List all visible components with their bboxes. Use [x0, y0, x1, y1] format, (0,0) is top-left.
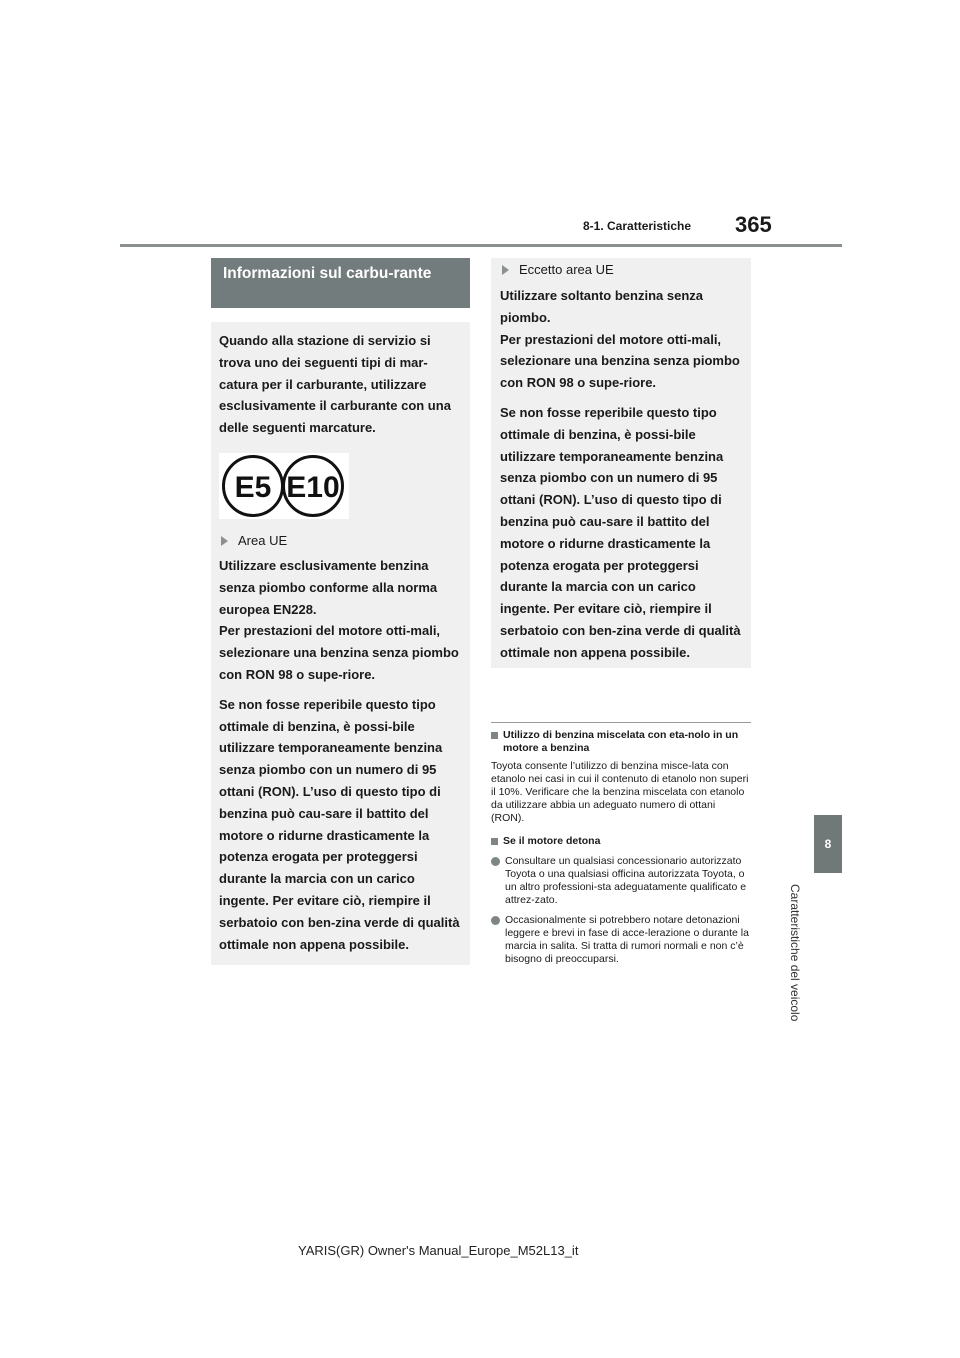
non-eu-box	[491, 258, 751, 668]
header-rule	[120, 244, 842, 247]
fuel-marking-logos	[219, 453, 349, 519]
note-heading-knock-text: Se il motore detona	[503, 835, 601, 847]
non-eu-label: Eccetto area UE	[519, 262, 614, 277]
note-heading-ethanol	[491, 729, 751, 755]
chapter-tab: 8	[814, 815, 842, 873]
note-text-ethanol: Toyota consente l’utilizzo di benzina misce-lata con etanolo nei casi in cui il contenuto di etanolo non superi il 10%. Verificare che la benzina miscelata con etanolo da utilizzare abbia un adeguato numero di ottani (RON).	[491, 760, 749, 824]
circle-bullet-icon	[491, 916, 500, 925]
intro-text: Quando alla stazione di servizio si trova uno dei seguenti tipi di mar-catura per il carburante, utilizzare esclusivamente il carburante con una delle seguenti marcature.	[219, 333, 451, 436]
fuel-info-box	[211, 322, 470, 965]
chapter-title-text: Caratteristiche del veicolo	[788, 884, 802, 1022]
circle-bullet-icon	[491, 857, 500, 866]
notes-section	[491, 722, 751, 966]
area-ue-label: Area UE	[238, 532, 288, 548]
area-ue-bullet	[219, 531, 462, 551]
e10-logo-text: E10	[286, 470, 340, 504]
right-para-2: Per prestazioni del motore otti-mali, selezionare una benzina senza piombo con RON 98 o supe-riore.	[500, 331, 740, 391]
triangle-bullet-icon	[502, 265, 509, 275]
right-para-1: Utilizzare soltanto benzina senza piombo.	[500, 288, 703, 325]
e5-logo-text: E5	[234, 470, 272, 504]
page-number: 365	[735, 212, 772, 237]
left-para-3: Se non fosse reperibile questo tipo ottimale di benzina, è possi-bile utilizzare temporaneamente benzina senza piombo con un numero di 95 ottani (RON). L’uso di questo tipo di benzina può cau-sare il battito del motore o ridurne drasticamente la potenza erogata per proteggersi durante la marcia con un carico ingente. Per evitare ciò, riempire il serbatoio con ben-zina verde di qualità ottimale non appena possibile.	[219, 696, 460, 952]
right-column	[491, 258, 751, 668]
right-para-3: Se non fosse reperibile questo tipo ottimale di benzina, è possi-bile utilizzare temporaneamente benzina senza piombo con un numero di 95 ottani (RON). L’uso di questo tipo di benzina può cau-sare il battito del motore o ridurne drasticamente la potenza erogata per proteggersi durante la marcia con un carico ingente. Per evitare ciò, riempire il serbatoio con ben-zina verde di qualità ottimale non appena possibile.	[500, 404, 741, 660]
square-bullet-icon	[491, 732, 498, 739]
note-heading-ethanol-text: Utilizzo di benzina miscelata con eta-nolo in un motore a benzina	[503, 729, 739, 754]
note-bullet-1	[491, 855, 751, 907]
section-title: Informazioni sul carbu-rante	[211, 258, 470, 308]
square-bullet-icon	[491, 838, 498, 845]
left-para-2: Per prestazioni del motore otti-mali, selezionare una benzina senza piombo con RON 98 o supe-riore.	[219, 623, 459, 682]
left-para-1: Utilizzare esclusivamente benzina senza piombo conforme alla norma europea EN228.	[219, 557, 438, 617]
non-eu-bullet	[500, 260, 742, 280]
chapter-title-vertical	[788, 884, 804, 1044]
note-bullet-1-text: Consultare un qualsiasi concessionario autorizzato Toyota o una qualsiasi officina autorizzata Toyota, o un altro professioni-sta adeguatamente qualificato e attrez-zato.	[505, 855, 747, 906]
left-column	[211, 258, 470, 965]
note-heading-knock	[491, 835, 751, 848]
footer-manual-id: YARIS(GR) Owner's Manual_Europe_M52L13_it	[298, 1243, 579, 1258]
running-header-section: 8-1. Caratteristiche	[583, 219, 692, 233]
note-bullet-2-text: Occasionalmente si potrebbero notare detonazioni leggere e brevi in fase di acce-lerazione o durante la marcia in salita. Si tratta di rumori normali e non c’è bisogno di preoccuparsi.	[505, 914, 749, 965]
triangle-bullet-icon	[221, 536, 228, 546]
note-bullet-2	[491, 914, 751, 966]
